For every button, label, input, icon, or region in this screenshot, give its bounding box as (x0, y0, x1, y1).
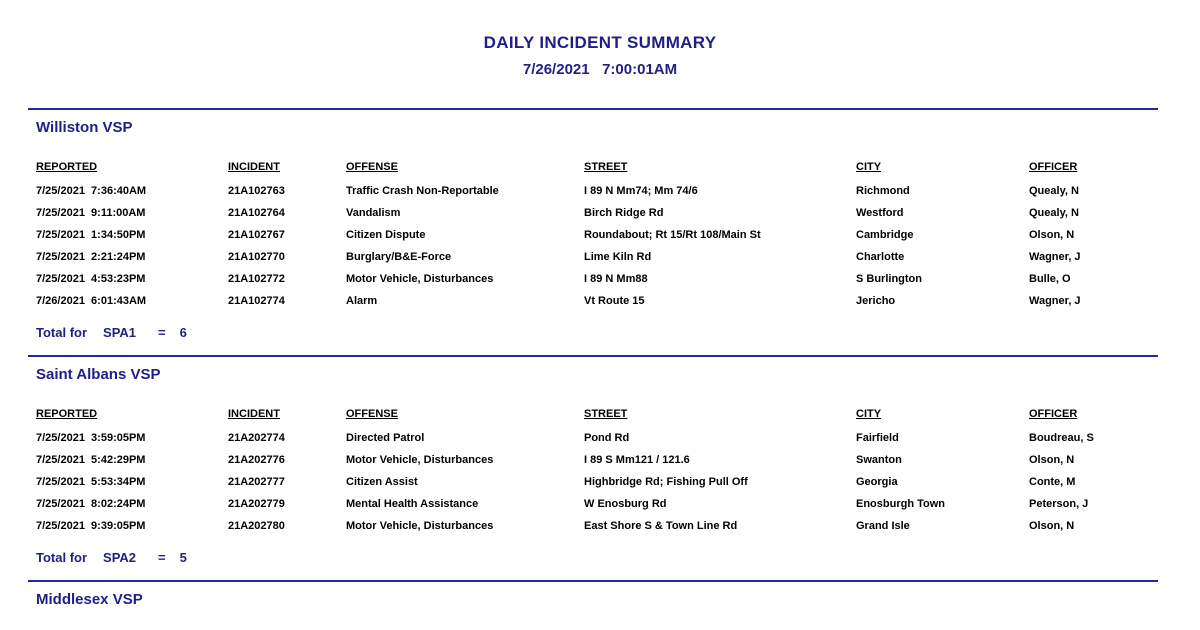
cell-offense: Motor Vehicle, Disturbances (346, 454, 494, 466)
cell-reported: 7/25/2021 9:39:05PM (36, 520, 146, 532)
incident-row (36, 471, 1158, 493)
cell-officer: Peterson, J (1029, 498, 1089, 510)
section-total (36, 325, 1158, 340)
section-total (36, 550, 1158, 565)
cell-officer: Wagner, J (1029, 295, 1081, 307)
cell-incident: 21A202776 (228, 454, 285, 466)
table-header-row (36, 408, 1158, 420)
cell-offense: Traffic Crash Non-Reportable (346, 185, 499, 197)
station-section-title: Williston VSP (36, 119, 133, 136)
cell-street: Birch Ridge Rd (584, 207, 664, 219)
cell-reported: 7/25/2021 5:42:29PM (36, 454, 146, 466)
column-header-incident: INCIDENT (228, 408, 280, 420)
cell-officer: Olson, N (1029, 454, 1075, 466)
cell-incident: 21A202779 (228, 498, 285, 510)
cell-incident: 21A102767 (228, 229, 285, 241)
cell-city: Richmond (856, 185, 910, 197)
cell-incident: 21A202780 (228, 520, 285, 532)
cell-city: Georgia (856, 476, 898, 488)
column-header-officer: OFFICER (1029, 408, 1078, 420)
incident-row (36, 493, 1158, 515)
cell-street: I 89 S Mm121 / 121.6 (584, 454, 690, 466)
cell-offense: Vandalism (346, 207, 401, 219)
cell-city: Enosburgh Town (856, 498, 946, 510)
section-divider-line (28, 355, 1158, 357)
cell-incident: 21A102772 (228, 273, 285, 285)
cell-reported: 7/25/2021 3:59:05PM (36, 432, 146, 444)
cell-officer: Quealy, N (1029, 207, 1079, 219)
station-section-middlesex-vsp (0, 580, 1200, 608)
cell-officer: Quealy, N (1029, 185, 1079, 197)
report-datetime: 7/26/2021 7:00:01AM (522, 61, 678, 78)
table-header-row (36, 161, 1158, 173)
cell-offense: Directed Patrol (346, 432, 425, 444)
cell-reported: 7/26/2021 6:01:43AM (36, 295, 147, 307)
column-header-city: CITY (856, 408, 882, 420)
cell-reported: 7/25/2021 9:11:00AM (36, 207, 146, 219)
station-section-williston-vsp (0, 108, 1200, 340)
cell-offense: Citizen Assist (346, 476, 418, 488)
column-header-street: STREET (584, 161, 628, 173)
cell-incident: 21A102764 (228, 207, 285, 219)
cell-officer: Olson, N (1029, 520, 1075, 532)
cell-incident: 21A202777 (228, 476, 285, 488)
cell-incident: 21A102774 (228, 295, 285, 307)
cell-officer: Bulle, O (1029, 273, 1071, 285)
column-header-offense: OFFENSE (346, 161, 398, 173)
page-title: DAILY INCIDENT SUMMARY (483, 33, 717, 52)
incident-row (36, 180, 1158, 202)
cell-city: Westford (856, 207, 904, 219)
column-header-street: STREET (584, 408, 628, 420)
total-spa: SPA1 (103, 325, 137, 340)
total-equals: = (158, 550, 166, 565)
total-value: 5 (179, 550, 187, 565)
column-header-reported: REPORTED (36, 408, 98, 420)
total-label: Total for (36, 550, 88, 565)
cell-reported: 7/25/2021 4:53:23PM (36, 273, 146, 285)
cell-street: East Shore S & Town Line Rd (584, 520, 738, 532)
incident-row (36, 224, 1158, 246)
cell-city: S Burlington (856, 273, 922, 285)
incident-row (36, 202, 1158, 224)
cell-city: Grand Isle (856, 520, 910, 532)
cell-officer: Conte, M (1029, 476, 1076, 488)
cell-offense: Mental Health Assistance (346, 498, 479, 510)
incident-row (36, 268, 1158, 290)
column-header-city: CITY (856, 161, 882, 173)
total-spa: SPA2 (103, 550, 137, 565)
cell-offense: Motor Vehicle, Disturbances (346, 520, 494, 532)
section-divider-line (28, 108, 1158, 110)
cell-officer: Boudreau, S (1029, 432, 1094, 444)
total-label: Total for (36, 325, 88, 340)
column-header-incident: INCIDENT (228, 161, 280, 173)
incident-row (36, 515, 1158, 537)
cell-street: Vt Route 15 (584, 295, 645, 307)
total-value: 6 (179, 325, 187, 340)
cell-street: W Enosburg Rd (584, 498, 667, 510)
cell-offense: Alarm (346, 295, 378, 307)
cell-offense: Motor Vehicle, Disturbances (346, 273, 494, 285)
incident-row (36, 246, 1158, 268)
incident-row (36, 427, 1158, 449)
station-section-saint-albans-vsp (0, 355, 1200, 565)
cell-street: Lime Kiln Rd (584, 251, 652, 263)
cell-street: Pond Rd (584, 432, 630, 444)
cell-city: Cambridge (856, 229, 914, 241)
cell-reported: 7/25/2021 2:21:24PM (36, 251, 146, 263)
column-header-reported: REPORTED (36, 161, 98, 173)
total-equals: = (158, 325, 166, 340)
cell-street: Roundabout; Rt 15/Rt 108/Main St (584, 229, 761, 241)
column-header-officer: OFFICER (1029, 161, 1078, 173)
cell-reported: 7/25/2021 1:34:50PM (36, 229, 146, 241)
cell-incident: 21A102770 (228, 251, 285, 263)
cell-incident: 21A202774 (228, 432, 285, 444)
column-header-offense: OFFENSE (346, 408, 398, 420)
cell-city: Fairfield (856, 432, 899, 444)
cell-offense: Burglary/B&E-Force (346, 251, 452, 263)
cell-city: Charlotte (856, 251, 905, 263)
cell-officer: Olson, N (1029, 229, 1075, 241)
cell-incident: 21A102763 (228, 185, 285, 197)
cell-city: Swanton (856, 454, 902, 466)
cell-street: I 89 N Mm88 (584, 273, 648, 285)
cell-offense: Citizen Dispute (346, 229, 426, 241)
station-section-title: Saint Albans VSP (36, 366, 161, 383)
cell-street: I 89 N Mm74; Mm 74/6 (584, 185, 698, 197)
incident-row (36, 290, 1158, 312)
report-body (0, 108, 1200, 608)
cell-reported: 7/25/2021 5:53:34PM (36, 476, 146, 488)
cell-street: Highbridge Rd; Fishing Pull Off (584, 476, 748, 488)
cell-officer: Wagner, J (1029, 251, 1081, 263)
report-header (0, 0, 1200, 78)
section-divider-line (28, 580, 1158, 582)
cell-reported: 7/25/2021 7:36:40AM (36, 185, 147, 197)
station-section-title: Middlesex VSP (36, 591, 143, 608)
cell-reported: 7/25/2021 8:02:24PM (36, 498, 146, 510)
incident-row (36, 449, 1158, 471)
cell-city: Jericho (856, 295, 896, 307)
